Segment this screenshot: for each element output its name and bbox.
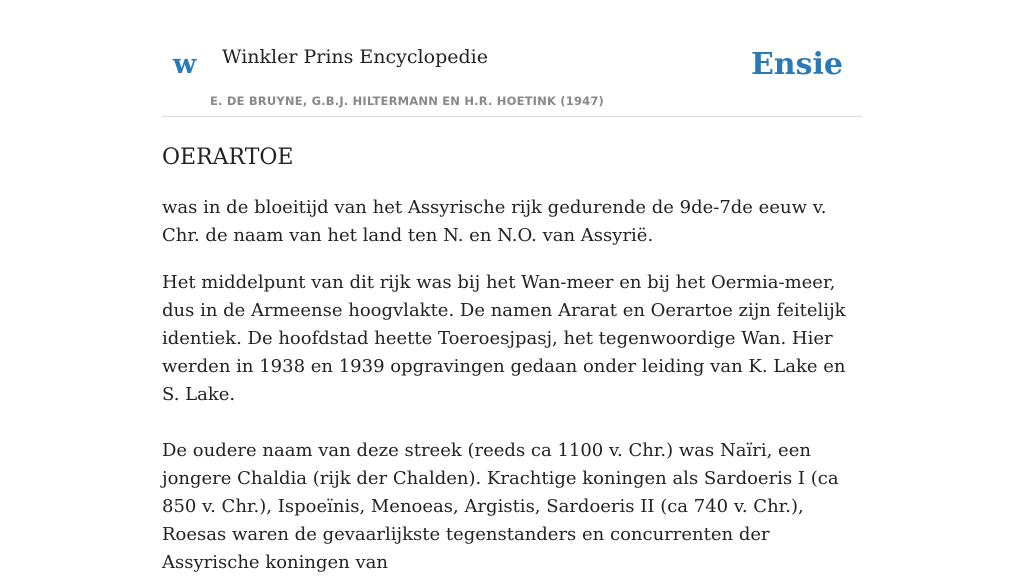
article-title: OERARTOE <box>162 145 294 170</box>
publication-title[interactable]: Winkler Prins Encyclopedie <box>222 46 488 68</box>
article-paragraph: De oudere naam van deze streek (reeds ca 1100 v. Chr.) was Naïri, een jongere Chaldia (rijk der Chalden). Krachtige koningen als Sardoeris I (ca 850 v. Chr.), Ispoeïnis, Menoeas, Argistis, Sardoeris II (ca 740 v. Chr.), Roesas waren de gevaarlijkste tegenstanders en concurrenten der Assyrische koningen van <box>162 439 839 573</box>
ensie-brand-logo[interactable]: Ensie <box>750 47 843 82</box>
publication-logo[interactable]: w <box>173 49 197 80</box>
article-paragraph: Het middelpunt van dit rijk was bij het Wan-meer en bij het Oermia-meer, dus in de Armeense hoogvlakte. De namen Ararat en Oerartoe zijn feitelijk identiek. De hoofdstad heette Toeroesjpasj, het tegenwoordige Wan. Hier werden in 1938 en 1939 opgravingen gedaan onder leiding van K. Lake en S. Lake. <box>162 271 846 405</box>
document-page <box>162 0 862 573</box>
publication-authors: E. DE BRUYNE, G.B.J. HILTERMANN EN H.R. HOETINK (1947) <box>210 94 605 108</box>
article-paragraph: was in de bloeitijd van het Assyrische rijk gedurende de 9de-7de eeuw v. Chr. de naam van het land ten N. en N.O. van Assyrië. <box>162 196 827 246</box>
publication-header <box>162 0 862 117</box>
